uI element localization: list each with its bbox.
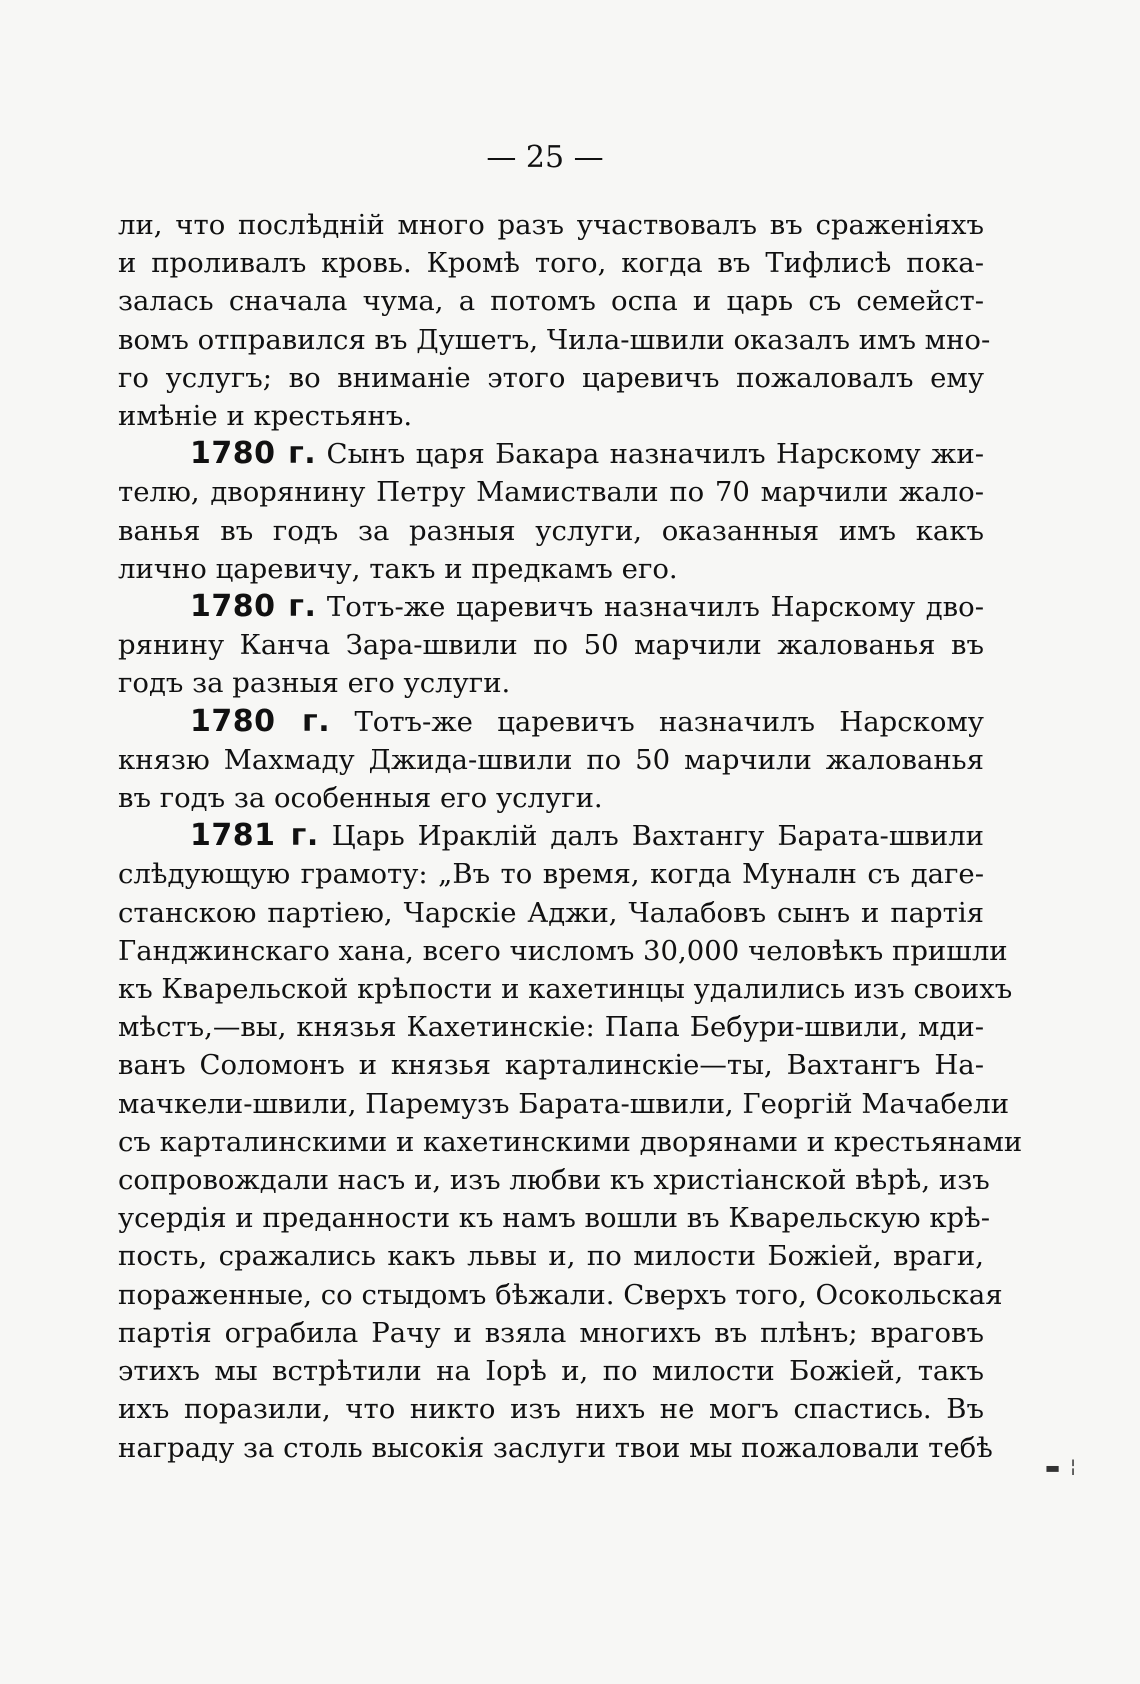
paragraph-2	[118, 435, 984, 588]
text-line: къ Кварельской крѣпости и кахетинцы удалились изъ своихъ	[118, 973, 1013, 1006]
text-segment: Царь Ираклій далъ Вахтангу Барата-швили	[318, 820, 984, 853]
year-label: 1780 г.	[190, 436, 317, 472]
text-line: лично царевичу, такъ и предкамъ его.	[118, 552, 678, 585]
text-line: слѣдующую грамоту: „Въ то время, когда Муналн съ даге-	[118, 858, 984, 891]
year-label: 1780 г.	[190, 589, 317, 625]
text-line: ванья въ годъ за разныя услуги, оказанныя имъ какъ	[118, 514, 984, 547]
text-line: Ганджинскаго хана, всего числомъ 30,000 человѣкъ пришли	[118, 934, 1008, 967]
text-line: залась сначала чума, а потомъ оспа и царь съ семейст-	[118, 285, 984, 318]
text-line: сопровождали насъ и, изъ любви къ христіанской вѣрѣ, изъ	[118, 1164, 990, 1197]
paragraph-3	[118, 588, 984, 703]
text-line: мѣстъ,—вы, князья Кахетинскіе: Папа Бебури-швили, мди-	[118, 1011, 984, 1044]
year-label: 1781 г.	[190, 818, 319, 854]
margin-mark: ¦	[1070, 1456, 1077, 1477]
text-line: партія ограбила Рачу и взяла многихъ въ плѣнъ; враговъ	[118, 1316, 984, 1349]
margin-mark: ▬	[1045, 1458, 1061, 1477]
text-line: награду за столь высокія заслуги твои мы пожаловали тебѣ	[118, 1431, 993, 1464]
text-line: этихъ мы встрѣтили на Іорѣ и, по милости Божіей, такъ	[118, 1355, 984, 1388]
text-line: мачкели-швили, Паремузъ Барата-швили, Георгій Мачабели	[118, 1087, 1010, 1120]
text-line-first	[118, 703, 984, 741]
text-segment: Тотъ-же царевичъ назначилъ Нарскому	[330, 705, 984, 738]
text-line: ихъ поразили, что никто изъ нихъ не могъ спастись. Въ	[118, 1393, 984, 1426]
text-line: съ карталинскими и кахетинскими дворянами и крестьянами	[118, 1125, 1023, 1158]
text-line: князю Махмаду Джида-швили по 50 марчили жалованья	[118, 743, 984, 776]
text-line: ли, что послѣдній много разъ участвовалъ въ сраженіяхъ	[118, 209, 984, 241]
text-line-first	[118, 817, 984, 855]
page-number: — 25 —	[486, 140, 604, 175]
text-line: го услугъ; во вниманіе этого царевичъ пожаловалъ ему	[118, 361, 984, 394]
body-text	[118, 206, 1023, 1467]
text-line: телю, дворянину Петру Мамиствали по 70 марчили жало-	[118, 476, 984, 509]
text-line: пораженные, со стыдомъ бѣжали. Сверхъ того, Осокольская	[118, 1278, 1003, 1311]
text-line: усердія и преданности къ намъ вошли въ Кварельскую крѣ-	[118, 1202, 991, 1235]
text-line: пость, сражались какъ львы и, по милости Божіей, враги,	[118, 1240, 984, 1273]
text-line: ванъ Соломонъ и князья карталинскіе—ты, Вахтангъ На-	[118, 1049, 984, 1082]
year-label: 1780 г.	[190, 703, 331, 739]
text-line: имѣніе и крестьянъ.	[118, 400, 413, 433]
text-line: вомъ отправился въ Душетъ, Чила-швили оказалъ имъ мно-	[118, 323, 991, 356]
text-line: годъ за разныя его услуги.	[118, 667, 511, 700]
text-segment: Сынъ царя Бакара назначилъ Нарскому жи-	[316, 438, 984, 471]
text-line: въ годъ за особенныя его услуги.	[118, 782, 603, 815]
text-line-first	[118, 435, 984, 473]
text-line: и проливалъ кровь. Кромѣ того, когда въ Тифлисѣ пока-	[118, 247, 984, 280]
text-line: рянину Канча Зара-швили по 50 марчили жалованья въ	[118, 629, 984, 662]
paragraph-4	[118, 703, 984, 818]
text-line-first	[118, 588, 984, 626]
text-segment: Тотъ-же царевичъ назначилъ Нарскому дво-	[316, 591, 984, 624]
paragraph-1	[118, 206, 991, 435]
paragraph-5	[118, 817, 1023, 1466]
text-line: станскою партіею, Чарскіе Аджи, Чалабовъ сынъ и партія	[118, 896, 984, 929]
